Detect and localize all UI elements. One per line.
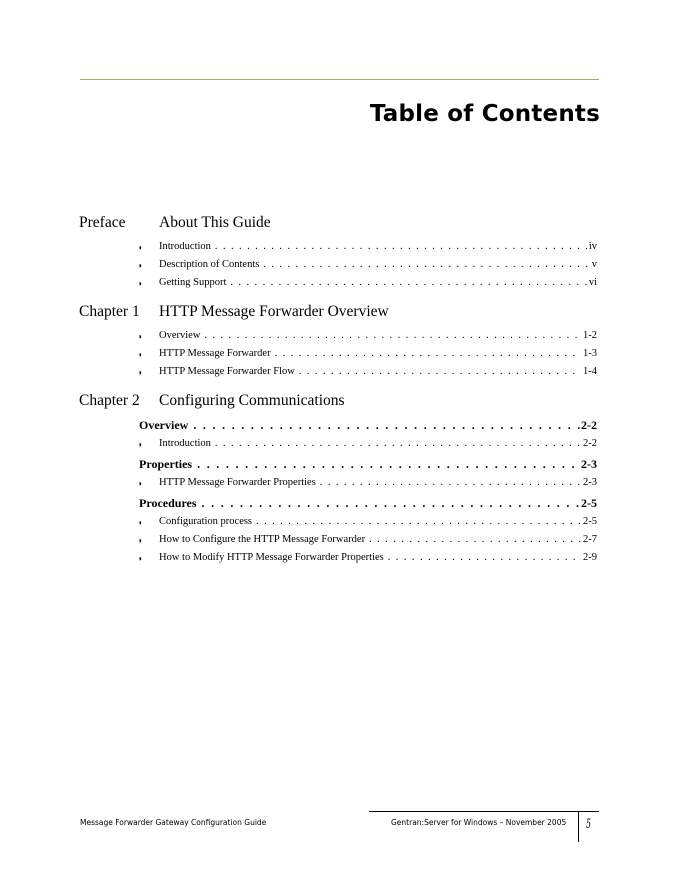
bullet-icon: ◗ (138, 440, 143, 449)
bullet-icon: ◗ (138, 279, 143, 288)
dot-leader (215, 438, 581, 449)
entry-label: Overview (159, 330, 201, 341)
entry-page: 2-9 (583, 552, 597, 563)
toc-section-properties[interactable] (139, 457, 597, 473)
dot-leader (230, 277, 586, 288)
bullet-icon: ◗ (138, 350, 143, 359)
dot-leader (204, 330, 581, 341)
dot-leader (275, 348, 581, 359)
footer-rule (369, 811, 599, 812)
bullet-icon: ◗ (138, 536, 143, 545)
dot-leader (256, 516, 581, 527)
dot-leader (388, 552, 581, 563)
page-title: Table of Contents (369, 101, 600, 127)
dot-leader (320, 477, 581, 488)
toc-entry[interactable] (138, 366, 597, 380)
toc-section-overview[interactable] (139, 418, 597, 434)
entry-page: vi (588, 277, 597, 288)
chapter-title: Configuring Communications (159, 392, 345, 409)
bullet-icon: ◗ (138, 554, 143, 563)
section-label: Procedures (139, 496, 197, 510)
section-label: Overview (139, 418, 189, 432)
toc-section-procedures[interactable] (139, 496, 597, 512)
chapter-title: About This Guide (159, 214, 271, 231)
dot-leader (369, 534, 581, 545)
bullet-icon: ◗ (138, 243, 143, 252)
footer-divider (578, 812, 579, 842)
entry-page: 2-5 (583, 516, 597, 527)
entry-page: 1-2 (583, 330, 597, 341)
toc-entry[interactable] (138, 241, 597, 255)
entry-label: HTTP Message Forwarder (159, 348, 271, 359)
entry-label: How to Modify HTTP Message Forwarder Properties (159, 552, 384, 563)
dot-leader (263, 259, 589, 270)
section-page: 2-5 (581, 496, 597, 510)
toc-entry[interactable] (138, 477, 597, 491)
bullet-icon: ◗ (138, 479, 143, 488)
bullet-icon: ◗ (138, 368, 143, 377)
toc-entry[interactable] (138, 534, 597, 548)
section-label: Properties (139, 457, 193, 471)
entry-page: v (591, 259, 597, 270)
entry-page: 1-4 (583, 366, 597, 377)
entry-label: Getting Support (159, 277, 227, 288)
header-rule (80, 79, 599, 80)
entry-page: 2-7 (583, 534, 597, 545)
chapter-title: HTTP Message Forwarder Overview (159, 303, 389, 320)
entry-label: Introduction (159, 241, 211, 252)
bullet-icon: ◗ (138, 261, 143, 270)
entry-page: 2-2 (583, 438, 597, 449)
section-page: 2-2 (581, 418, 597, 432)
toc-entry[interactable] (138, 348, 597, 362)
dot-leader (202, 496, 580, 511)
footer-page-number: 5 (586, 817, 591, 832)
dot-leader (215, 241, 587, 252)
toc-entry[interactable] (138, 552, 597, 566)
toc-entry[interactable] (138, 516, 597, 530)
toc-entry[interactable] (138, 330, 597, 344)
bullet-icon: ◗ (138, 332, 143, 341)
dot-leader (299, 366, 581, 377)
toc-entry[interactable] (138, 438, 597, 452)
dot-leader (197, 457, 580, 472)
chapter-number: Chapter 1 (79, 303, 140, 320)
chapter-number: Preface (79, 214, 126, 231)
section-page: 2-3 (581, 457, 597, 471)
entry-page: iv (588, 241, 597, 252)
entry-label: Description of Contents (159, 259, 260, 270)
entry-label: Configuration process (159, 516, 253, 527)
bullet-icon: ◗ (138, 518, 143, 527)
entry-label: How to Configure the HTTP Message Forwarder (159, 534, 366, 545)
footer-product-date: Gentran:Server for Windows – November 2005 (391, 818, 567, 827)
dot-leader (193, 418, 580, 433)
chapter-number: Chapter 2 (79, 392, 140, 409)
entry-page: 1-3 (583, 348, 597, 359)
entry-label: HTTP Message Forwarder Flow (159, 366, 295, 377)
entry-label: HTTP Message Forwarder Properties (159, 477, 316, 488)
toc-entry[interactable] (138, 259, 597, 273)
entry-label: Introduction (159, 438, 211, 449)
footer-guide-title: Message Forwarder Gateway Configuration Guide (80, 818, 267, 827)
toc-entry[interactable] (138, 277, 597, 291)
entry-page: 2-3 (583, 477, 597, 488)
